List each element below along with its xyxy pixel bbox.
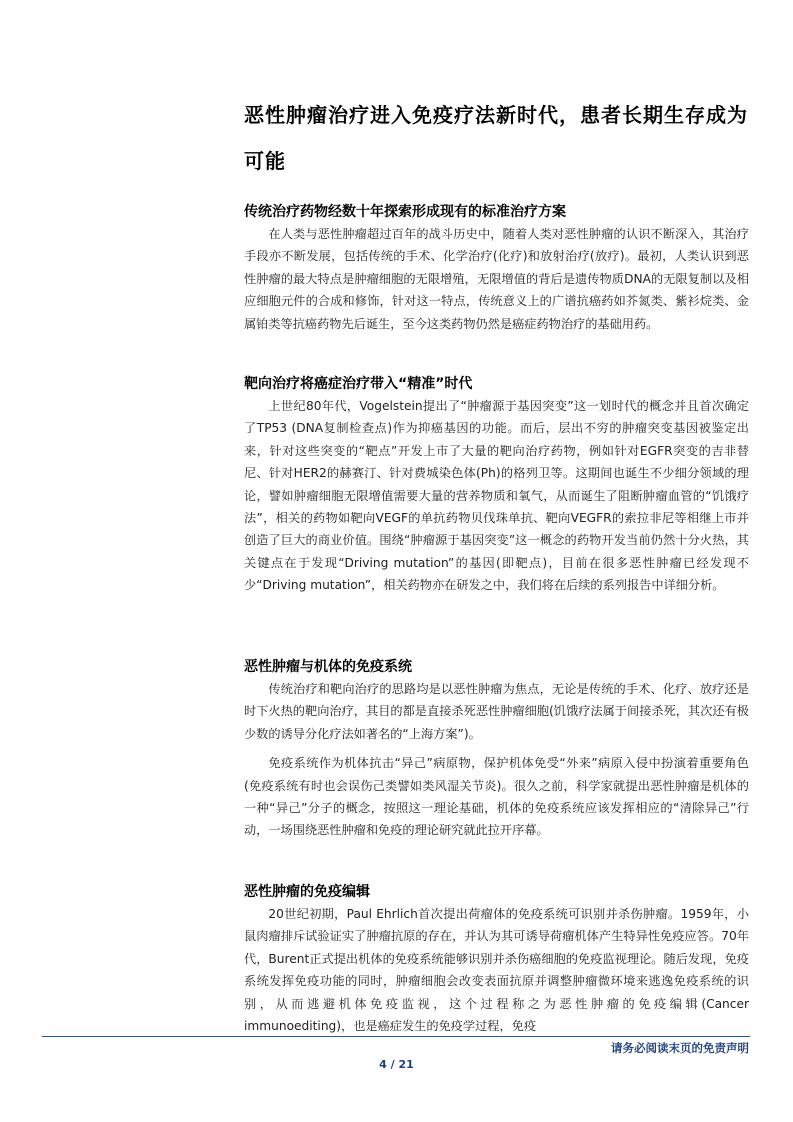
section-paragraph: 上世纪80年代，Vogelstein提出了“肿瘤源于基因突变”这一划时代的概念并且首次确定了TP53 (DNA复制检查点)作为抑癌基因的功能。而后，层出不穷的肿瘤突变基因被鉴定出来，针对这些突变的“靶点”开发上市了大量的靶向治疗药物，例如针对EGFR突变的吉非替尼、针对HER2的赫赛汀、针对费城染色体(Ph)的格列卫等。这期间也诞生不少细分领域的理论，譬如肿瘤细胞无限增值需要大量的营养物质和氧气，从而诞生了阻断肿瘤血管的“饥饿疗法”，相关的药物如靶向VEGF的单抗药物贝伐珠单抗、靶向VEGFR的索拉非尼等相继上市并创造了巨大的商业价值。围绕“肿瘤源于基因突变”这一概念的药物开发当前仍然十分火热，其关键点在于发现“Driving mutation”的基因(即靶点)，目前在很多恶性肿瘤已经发现不少“Driving mutation”，相关药物亦在研发之中，我们将在后续的系列报告中详细分析。 [244, 399, 749, 593]
section-paragraph: 20世纪初期，Paul Ehrlich首次提出荷瘤体的免疫系统可识别并杀伤肿瘤。1959年，小鼠肉瘤排斥试验证实了肿瘤抗原的存在，并认为其可诱导荷瘤机体产生特异性免疫应答。70年代，Burent正式提出机体的免疫系统能够识别并杀伤癌细胞的免疫监视理论。随后发现，免疫系统发挥免疫功能的同时，肿瘤细胞会改变表面抗原并调整肿瘤微环境来逃逸免疫系统的识别，从而逃避机体免疫监视，这个过程称之为恶性肿瘤的免疫编辑(Cancer immunoediting)，也是癌症发生的免疫学过程，免疫 [244, 907, 749, 1034]
section-standard-treatment [244, 201, 749, 335]
footer-divider [42, 1036, 750, 1037]
section-immune-system [244, 656, 749, 842]
section-paragraph: 免疫系统作为机体抗击“异己”病原物，保护机体免受“外来”病原入侵中扮演着重要角色(免疫系统有时也会误伤己类譬如类风湿关节炎)。很久之前，科学家就提出恶性肿瘤是机体的一种“异己”分子的概念，按照这一理论基础，机体的免疫系统应该发挥相应的“清除异己”行动，一场围绕恶性肿瘤和免疫的理论研究就此拉开序幕。 [244, 756, 749, 838]
section-heading: 恶性肿瘤与机体的免疫系统 [244, 659, 412, 675]
section-heading: 传统治疗药物经数十年探索形成现有的标准治疗方案 [244, 204, 566, 220]
section-targeted-therapy [244, 373, 749, 597]
section-paragraph: 在人类与恶性肿瘤超过百年的战斗历史中，随着人类对恶性肿瘤的认识不断深入，其治疗手段亦不断发展，包括传统的手术、化学治疗(化疗)和放射治疗(放疗)。最初，人类认识到恶性肿瘤的最大特点是肿瘤细胞的无限增殖，无限增值的背后是遗传物质DNA的无限复制以及相应细胞元件的合成和修饰，针对这一特点，传统意义上的广谱抗癌药如芥氮类、紫衫烷类、金属铂类等抗癌药物先后诞生，至今这类药物仍然是癌症药物治疗的基础用药。 [244, 227, 749, 331]
section-heading: 靶向治疗将癌症治疗带入“精准”时代 [244, 376, 473, 392]
section-paragraph: 传统治疗和靶向治疗的思路均是以恶性肿瘤为焦点，无论是传统的手术、化疗、放疗还是时下火热的靶向治疗，其目的都是直接杀死恶性肿瘤细胞(饥饿疗法属于间接杀死，其次还有极少数的诱导分化疗法如著名的“上海方案”)。 [244, 682, 749, 741]
disclaimer-text: 请务必阅读末页的免责声明 [611, 1041, 749, 1055]
section-heading: 恶性肿瘤的免疫编辑 [244, 884, 370, 900]
page-number: 4 / 21 [379, 1058, 414, 1071]
page-title: 恶性肿瘤治疗进入免疫疗法新时代，患者长期生存成为可能 [244, 103, 748, 173]
section-immunoediting [244, 881, 749, 1037]
